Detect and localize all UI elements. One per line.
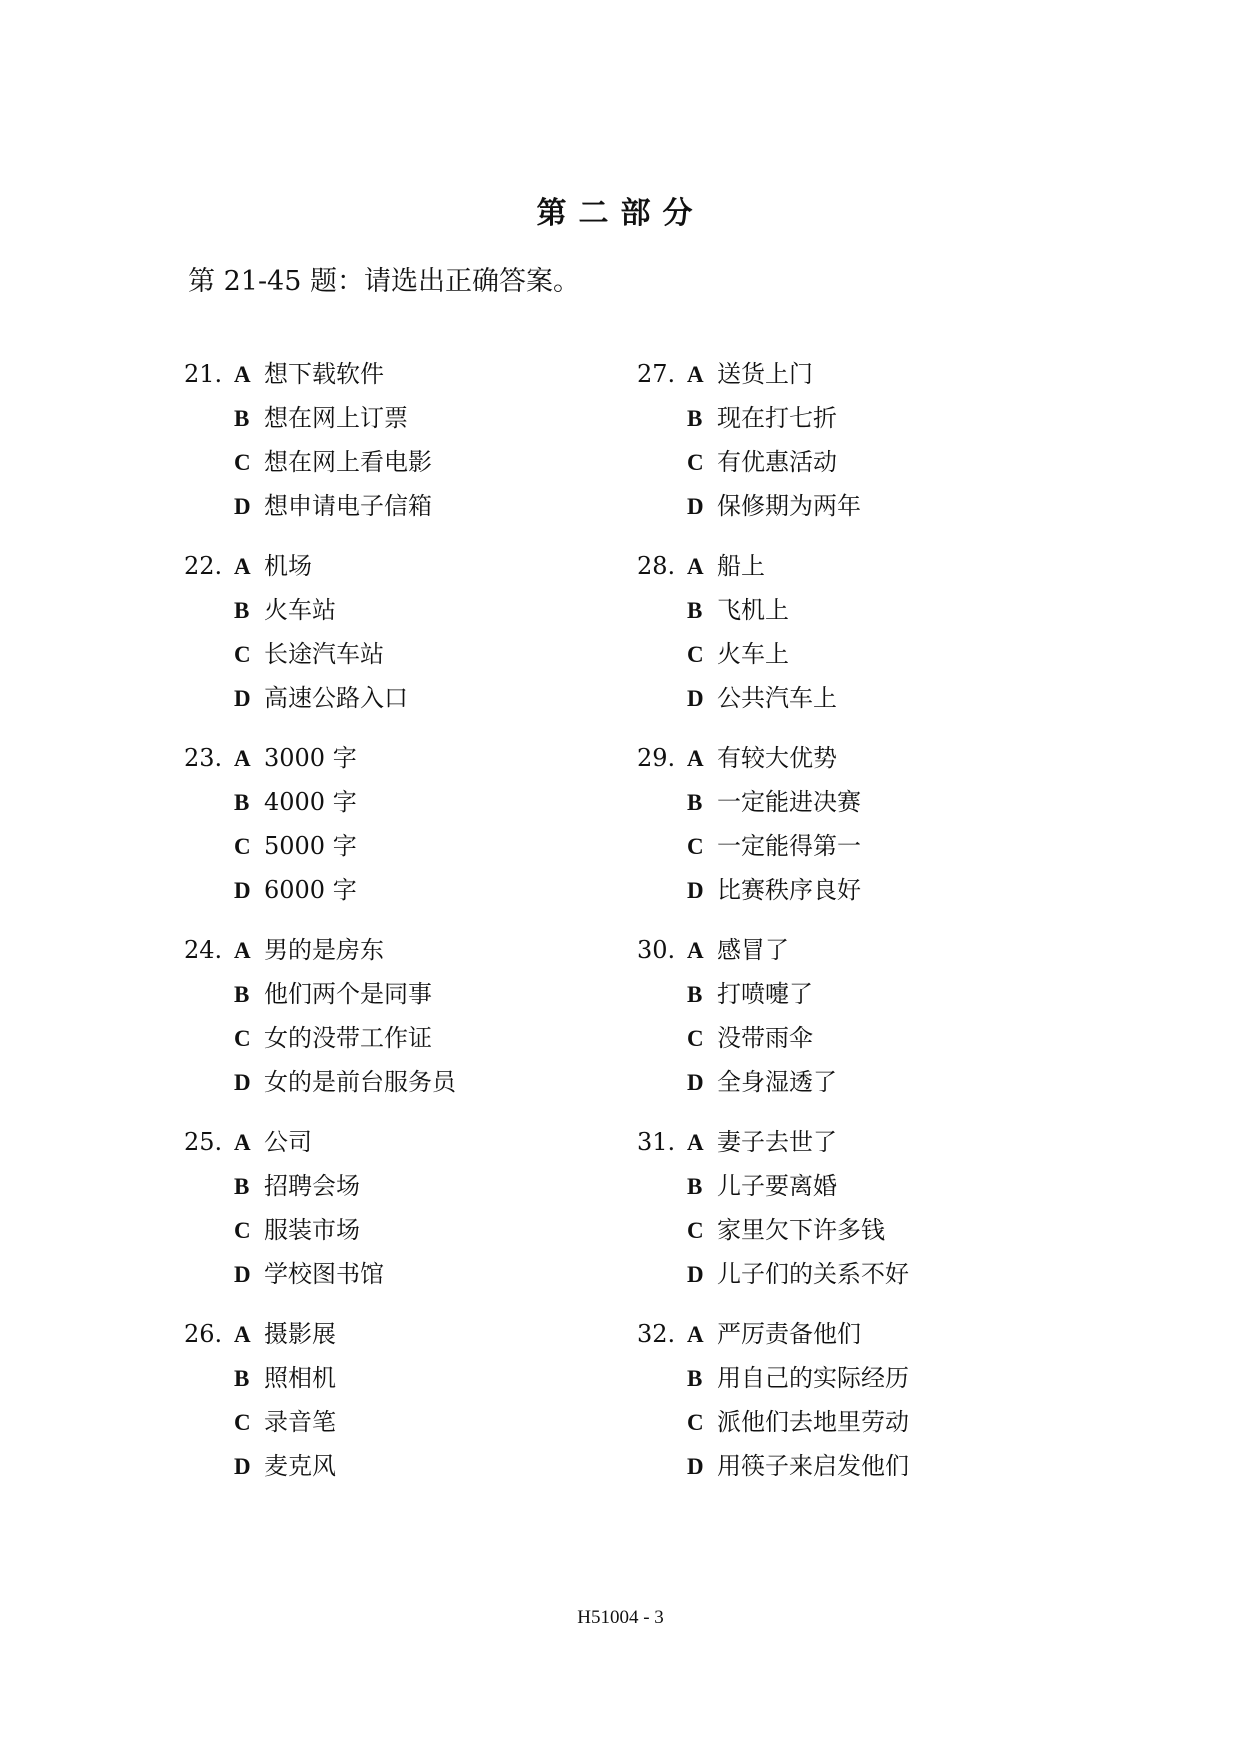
- option-text: 女的没带工作证: [264, 1024, 432, 1052]
- option-letter: C: [234, 1218, 251, 1243]
- option-letter: B: [687, 1366, 703, 1391]
- question-item: [184, 928, 604, 1120]
- question-number: 23.: [184, 744, 223, 772]
- answer-option: [234, 484, 432, 528]
- option-text: 感冒了: [717, 936, 789, 964]
- option-text: 火车站: [264, 596, 336, 624]
- answer-option: [687, 868, 861, 912]
- answer-option: [687, 824, 861, 868]
- option-text: 照相机: [264, 1364, 336, 1392]
- answer-option: [687, 1400, 909, 1444]
- option-letter: A: [234, 938, 251, 963]
- option-text: 服装市场: [264, 1216, 360, 1244]
- option-letter: D: [687, 1454, 704, 1479]
- option-text: 5000 字: [264, 832, 357, 860]
- option-letter: B: [687, 598, 703, 623]
- option-text: 严厉责备他们: [717, 1320, 861, 1348]
- option-letter: A: [687, 554, 704, 579]
- answer-option: [687, 1356, 909, 1400]
- option-text: 6000 字: [264, 876, 357, 904]
- option-text: 高速公路入口: [264, 684, 408, 712]
- option-text: 学校图书馆: [264, 1260, 384, 1288]
- option-text: 派他们去地里劳动: [717, 1408, 909, 1436]
- option-letter: A: [687, 1130, 704, 1155]
- answer-option: [687, 736, 837, 780]
- answer-option: [234, 396, 408, 440]
- answer-option: [234, 1356, 336, 1400]
- option-text: 飞机上: [717, 596, 789, 624]
- question-number: 22.: [184, 552, 223, 580]
- option-letter: A: [234, 362, 251, 387]
- option-text: 保修期为两年: [717, 492, 861, 520]
- option-text: 麦克风: [264, 1452, 336, 1480]
- option-letter: C: [687, 1026, 704, 1051]
- option-letter: A: [687, 1322, 704, 1347]
- option-letter: B: [234, 598, 250, 623]
- answer-option: [687, 1208, 885, 1252]
- question-number: 30.: [637, 936, 676, 964]
- answer-option: [234, 1120, 312, 1164]
- option-text: 用自己的实际经历: [717, 1364, 909, 1392]
- option-text: 儿子要离婚: [717, 1172, 837, 1200]
- option-text: 妻子去世了: [717, 1128, 837, 1156]
- option-text: 有优惠活动: [717, 448, 837, 476]
- answer-option: [234, 1252, 384, 1296]
- answer-option: [234, 972, 432, 1016]
- answer-option: [234, 352, 384, 396]
- question-item: [637, 544, 1057, 736]
- answer-option: [687, 352, 813, 396]
- answer-option: [687, 1444, 909, 1488]
- page-footer: H51004 - 3: [577, 1607, 664, 1628]
- question-item: [184, 1312, 604, 1504]
- answer-option: [234, 928, 384, 972]
- answer-option: [234, 868, 357, 912]
- option-letter: B: [687, 982, 703, 1007]
- option-letter: C: [687, 1410, 704, 1435]
- option-letter: D: [234, 494, 251, 519]
- option-text: 船上: [717, 552, 765, 580]
- option-letter: A: [687, 746, 704, 771]
- option-letter: A: [234, 554, 251, 579]
- option-text: 公司: [264, 1128, 312, 1156]
- option-letter: A: [234, 746, 251, 771]
- answer-option: [234, 632, 384, 676]
- answer-option: [234, 780, 357, 824]
- option-text: 想在网上看电影: [264, 448, 432, 476]
- option-letter: D: [234, 1070, 251, 1095]
- answer-option: [234, 824, 357, 868]
- option-text: 比赛秩序良好: [717, 876, 861, 904]
- answer-option: [687, 1060, 837, 1104]
- option-letter: D: [687, 494, 704, 519]
- answer-option: [234, 1016, 432, 1060]
- option-letter: A: [687, 362, 704, 387]
- option-letter: D: [687, 1070, 704, 1095]
- option-letter: D: [687, 1262, 704, 1287]
- question-item: [184, 736, 604, 928]
- answer-option: [234, 1312, 336, 1356]
- option-letter: C: [234, 642, 251, 667]
- option-letter: D: [234, 1262, 251, 1287]
- option-text: 送货上门: [717, 360, 813, 388]
- question-item: [637, 1312, 1057, 1504]
- answer-option: [687, 484, 861, 528]
- option-text: 打喷嚏了: [717, 980, 813, 1008]
- option-letter: D: [234, 1454, 251, 1479]
- answer-option: [687, 1252, 909, 1296]
- option-letter: D: [687, 686, 704, 711]
- option-letter: D: [234, 878, 251, 903]
- option-text: 全身湿透了: [717, 1068, 837, 1096]
- option-text: 4000 字: [264, 788, 357, 816]
- option-letter: C: [234, 1026, 251, 1051]
- questions-column-left: [184, 352, 604, 1504]
- answer-option: [687, 780, 861, 824]
- question-number: 24.: [184, 936, 223, 964]
- option-letter: C: [687, 642, 704, 667]
- option-letter: B: [687, 1174, 703, 1199]
- option-letter: B: [234, 1366, 250, 1391]
- option-letter: C: [234, 450, 251, 475]
- answer-option: [234, 588, 336, 632]
- answer-option: [234, 440, 432, 484]
- instruction-text: 第 21-45 题：请选出正确答案。: [188, 266, 581, 297]
- option-text: 录音笔: [264, 1408, 336, 1436]
- option-text: 一定能得第一: [717, 832, 861, 860]
- option-text: 想在网上订票: [264, 404, 408, 432]
- question-number: 31.: [637, 1128, 676, 1156]
- questions-column-right: [637, 352, 1057, 1504]
- option-letter: C: [234, 1410, 251, 1435]
- answer-option: [687, 1120, 837, 1164]
- question-item: [184, 544, 604, 736]
- option-letter: C: [687, 450, 704, 475]
- answer-option: [234, 736, 357, 780]
- answer-option: [234, 1164, 360, 1208]
- question-item: [184, 352, 604, 544]
- section-title: 第二部分: [536, 196, 705, 231]
- answer-option: [687, 1164, 837, 1208]
- answer-option: [687, 632, 789, 676]
- question-number: 25.: [184, 1128, 223, 1156]
- option-letter: A: [234, 1322, 251, 1347]
- answer-option: [234, 1444, 336, 1488]
- option-letter: B: [687, 790, 703, 815]
- option-text: 男的是房东: [264, 936, 384, 964]
- answer-option: [687, 1312, 861, 1356]
- option-text: 3000 字: [264, 744, 357, 772]
- answer-option: [687, 440, 837, 484]
- option-text: 想申请电子信箱: [264, 492, 432, 520]
- option-text: 一定能进决赛: [717, 788, 861, 816]
- option-letter: C: [687, 834, 704, 859]
- option-letter: A: [234, 1130, 251, 1155]
- question-item: [184, 1120, 604, 1312]
- option-letter: B: [234, 982, 250, 1007]
- answer-option: [234, 676, 408, 720]
- answer-option: [234, 1060, 456, 1104]
- question-number: 21.: [184, 360, 223, 388]
- answer-option: [687, 1016, 813, 1060]
- option-text: 摄影展: [264, 1320, 336, 1348]
- answer-option: [687, 588, 789, 632]
- option-letter: B: [234, 1174, 250, 1199]
- question-number: 32.: [637, 1320, 676, 1348]
- option-letter: A: [687, 938, 704, 963]
- option-text: 没带雨伞: [717, 1024, 813, 1052]
- answer-option: [234, 544, 312, 588]
- option-text: 用筷子来启发他们: [717, 1452, 909, 1480]
- option-letter: B: [234, 406, 250, 431]
- option-text: 有较大优势: [717, 744, 837, 772]
- option-letter: D: [234, 686, 251, 711]
- question-item: [637, 928, 1057, 1120]
- option-text: 招聘会场: [264, 1172, 360, 1200]
- option-text: 长途汽车站: [264, 640, 384, 668]
- option-letter: C: [687, 1218, 704, 1243]
- answer-option: [234, 1208, 360, 1252]
- question-item: [637, 1120, 1057, 1312]
- option-letter: C: [234, 834, 251, 859]
- answer-option: [687, 928, 789, 972]
- option-text: 想下载软件: [264, 360, 384, 388]
- option-text: 现在打七折: [717, 404, 837, 432]
- question-item: [637, 736, 1057, 928]
- question-number: 28.: [637, 552, 676, 580]
- option-letter: D: [687, 878, 704, 903]
- question-number: 29.: [637, 744, 676, 772]
- question-item: [637, 352, 1057, 544]
- option-text: 火车上: [717, 640, 789, 668]
- option-text: 女的是前台服务员: [264, 1068, 456, 1096]
- answer-option: [687, 972, 813, 1016]
- option-letter: B: [687, 406, 703, 431]
- answer-option: [687, 676, 837, 720]
- option-text: 公共汽车上: [717, 684, 837, 712]
- option-text: 机场: [264, 552, 312, 580]
- option-letter: B: [234, 790, 250, 815]
- answer-option: [687, 396, 837, 440]
- question-number: 27.: [637, 360, 676, 388]
- option-text: 他们两个是同事: [264, 980, 432, 1008]
- answer-option: [234, 1400, 336, 1444]
- answer-option: [687, 544, 765, 588]
- option-text: 家里欠下许多钱: [717, 1216, 885, 1244]
- option-text: 儿子们的关系不好: [717, 1260, 909, 1288]
- question-number: 26.: [184, 1320, 223, 1348]
